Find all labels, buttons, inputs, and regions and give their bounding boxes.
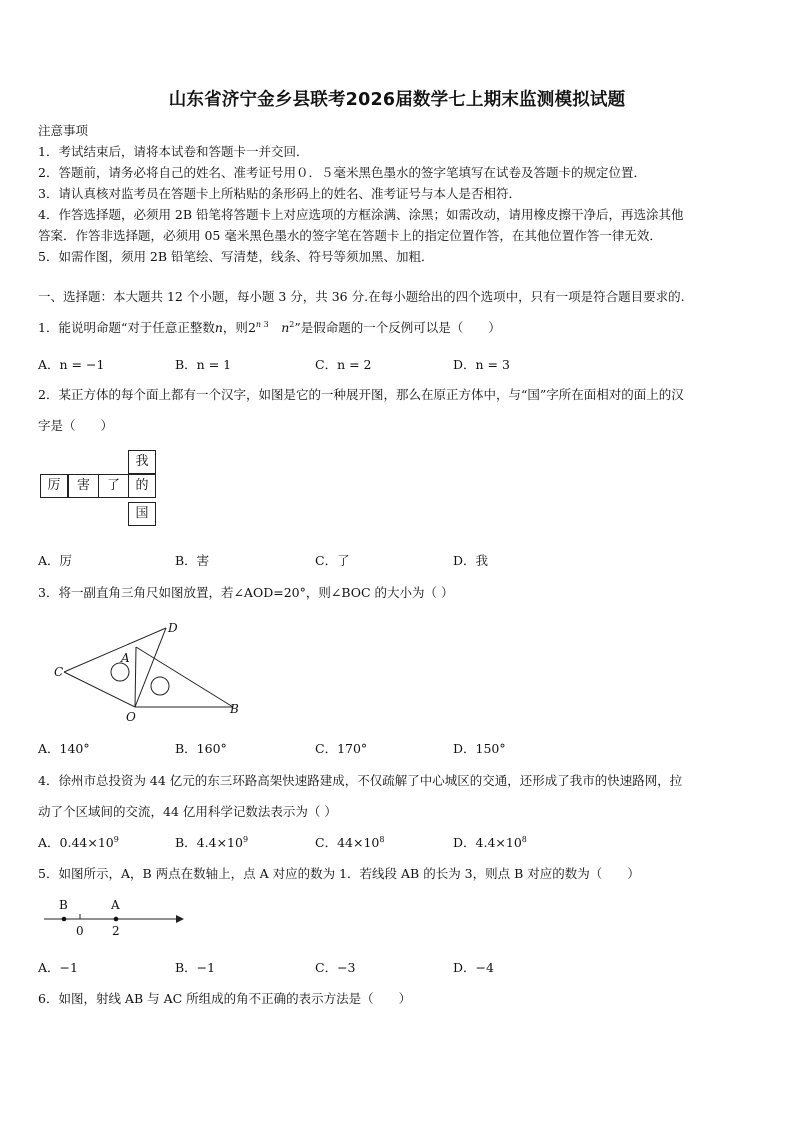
label-o: O [126, 710, 136, 724]
q1-stem-b: ，则 [222, 320, 248, 335]
q2-option-d[interactable]: D．我 [453, 553, 489, 568]
label-b: B [230, 702, 239, 716]
q1-option-b[interactable]: B．n = 1 [175, 357, 232, 372]
q1-stem-c: ”是假命题的一个反例可以是（ ） [294, 320, 501, 335]
q3-option-b[interactable]: B．160° [175, 741, 227, 756]
q3-option-c[interactable]: C．170° [315, 741, 368, 756]
question-5-stem: 5．如图所示，A，B 两点在数轴上，点 A 对应的数为 1．若线段 AB 的长为 3，则点 B 对应的数为（ ） [38, 866, 640, 881]
q1-option-c[interactable]: C．n = 2 [315, 357, 372, 372]
page-title: 山东省济宁金乡县联考2026届数学七上期末监测模拟试题 [168, 90, 626, 110]
notice-item: 2．答题前，请务必将自己的姓名、准考证号用０．５毫米黑色墨水的签字笔填写在试卷及答题卡的规定位置． [38, 165, 646, 180]
notice-item: 3．请认真核对监考员在答题卡上所粘贴的条形码上的姓名、准考证号与本人是否相符． [38, 186, 521, 201]
question-3-stem: 3．将一副直角三角尺如图放置，若∠AOD=20°，则∠BOC 的大小为（ ） [38, 585, 454, 600]
q4-option-a[interactable]: A．$0.44\times 10^9$ [38, 834, 119, 850]
label-a: A [121, 651, 130, 665]
tick-zero-label: 0 [76, 924, 84, 938]
q1-stem-a: 1．能说明命题“对于任意正整数 [38, 320, 215, 335]
label-c: C [54, 665, 64, 679]
q3-triangle-figure [50, 620, 250, 725]
net-cell-de: 的 [128, 474, 156, 498]
question-4-stem-line1: 4．徐州市总投资为 44 亿元的东三环路高架快速路建成，不仅疏解了中心城区的交通，还形成了我市的快速路网，拉 [38, 773, 683, 788]
point-a-label: A [111, 898, 120, 912]
q2-option-c[interactable]: C．了 [315, 553, 350, 568]
q1-var-n: n [214, 320, 223, 335]
q5-option-c[interactable]: C．−3 [315, 960, 356, 975]
q1-option-a[interactable]: A．n = −1 [38, 357, 105, 372]
net-cell-li: 厉 [40, 474, 68, 498]
q5-option-b[interactable]: B．−1 [175, 960, 216, 975]
label-d: D [168, 621, 178, 635]
q1-expr-base: 2 [247, 320, 256, 335]
q5-option-a[interactable]: A．−1 [38, 960, 78, 975]
q5-option-d[interactable]: D．−4 [453, 960, 494, 975]
q1-expr-sup2: 3 [263, 319, 269, 329]
net-cell-le: 了 [98, 474, 129, 498]
tick-two-label: 2 [112, 924, 120, 938]
question-6-stem: 6．如图，射线 AB 与 AC 所组成的角不正确的表示方法是（ ） [38, 991, 412, 1006]
q4-option-c[interactable]: C．$44\times 10^8$ [315, 834, 385, 850]
q2-option-b[interactable]: B．害 [175, 553, 210, 568]
question-2-stem-line2: 字是（ ） [38, 418, 114, 433]
notice-item: 1．考试结束后，请将本试卷和答题卡一并交回． [38, 144, 309, 159]
net-cell-wo: 我 [128, 450, 156, 474]
q4-option-d[interactable]: D．$4.4\times 10^8$ [453, 834, 527, 850]
notice-item: 4．作答选择题，必须用 2B 铅笔将答题卡上对应选项的方框涂满、涂黑；如需改动，请用橡皮擦干净后，再选涂其他 [38, 207, 684, 222]
notice-item: 答案．作答非选择题，必须用 05 毫米黑色墨水的签字笔在答题卡上的指定位置作答，在其他位置作答一律无效． [38, 228, 662, 243]
q1-expr-sup: n [255, 319, 262, 329]
notice-item: 5．如需作图，须用 2B 铅笔绘、写清楚，线条、符号等须加黑、加粗． [38, 249, 434, 264]
question-2-stem-line1: 2．某正方体的每个面上都有一个汉字，如图是它的一种展开图，那么在原正方体中，与“国”字所在面相对的面上的汉 [38, 387, 684, 402]
q5-number-line [40, 895, 190, 940]
q3-option-d[interactable]: D．150° [453, 741, 506, 756]
question-1-stem [38, 318, 501, 336]
point-b-label: B [59, 898, 68, 912]
q1-expr-c: n [281, 320, 290, 335]
question-4-stem-line2: 动了个区域间的交流，44 亿用科学记数法表示为（ ） [38, 804, 337, 819]
q4-option-b[interactable]: B．$4.4\times 10^9$ [175, 834, 249, 850]
net-cell-hai: 害 [68, 474, 99, 498]
q1-expr-c-sup: 2 [289, 319, 295, 329]
q2-option-a[interactable]: A．厉 [38, 553, 73, 568]
net-cell-guo: 国 [128, 502, 156, 526]
section-heading: 一、选择题：本大题共 12 个小题，每小题 3 分，共 36 分.在每小题给出的四个选项中，只有一项是符合题目要求的. [38, 289, 685, 304]
q1-option-d[interactable]: D．n = 3 [453, 357, 510, 372]
notice-heading: 注意事项 [38, 123, 89, 138]
q3-option-a[interactable]: A．140° [38, 741, 90, 756]
